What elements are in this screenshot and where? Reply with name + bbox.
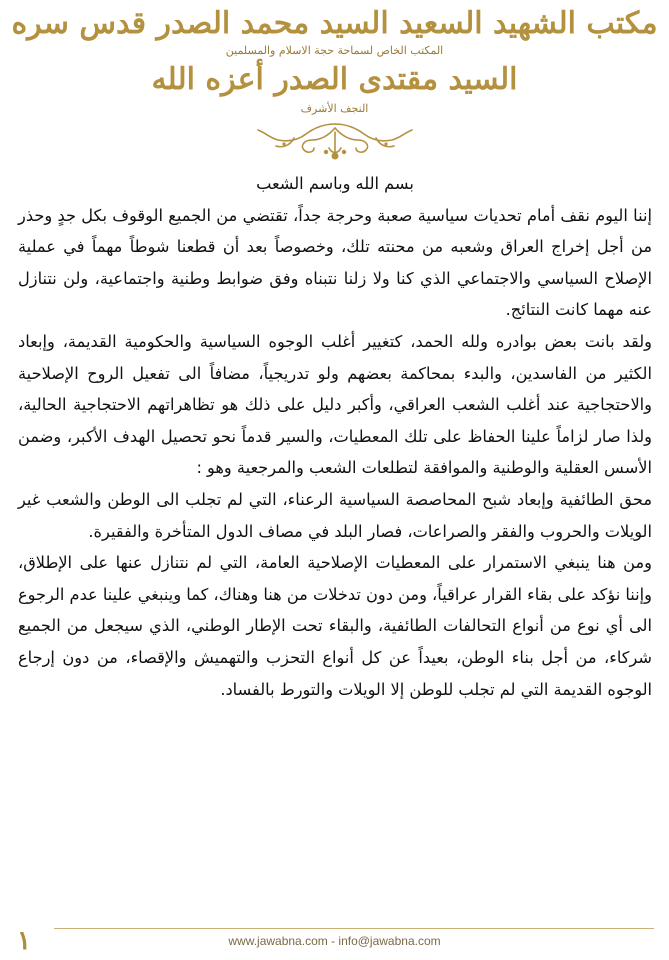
letterhead	[0, 0, 669, 160]
sender-name: السيد مقتدى الصدر أعزه الله	[151, 62, 518, 97]
paragraph: محق الطائفية وإبعاد شبح المحاصصة السياسية الرعناء، التي لم تجلب الى الوطن والشعب غير الويلات والحروب والفقر والصراعات، فصار البلد في مصاف الدول المتأخرة والفقيرة.	[18, 489, 652, 541]
letter-body	[18, 168, 652, 705]
paragraph: ومن هنا ينبغي الاستمرار على المعطيات الإصلاحية العامة، التي لم نتنازل عنها على الإطلاق، وإننا نؤكد على بقاء القرار عراقياً، ومن دون تدخلات من هنا وهناك، كما وينبغي علينا عدم الرجوع الى أي نوع من أنواع التحالفات الطائفية، والبقاء تحت الإطار الوطني، الذي سيجعل من الجميع شركاء، من أجل بناء الوطن، بعيداً عن كل أنواع التحزب والتهميش والإقصاء، من دون إرجاع الوجوه القديمة التي لم تجلب للوطن إلا الويلات والتورط بالفساد.	[18, 553, 652, 699]
office-subtitle: المكتب الخاص لسماحة حجة الاسلام والمسلمين	[225, 44, 444, 57]
paragraph: ولقد بانت بعض بوادره ولله الحمد، كتغيير أغلب الوجوه السياسية والحكومية القديمة، وإبعاد الكثير من الفاسدين، والبدء بمحاكمة بعضهم ولو تدريجياً، مضافاً الى تفعيل الروح الإصلاحية والاحتجاجية عند أغلب الشعب العراقي، وأكبر دليل على ذلك هو تظاهراتهم الاحتجاجية الحالية، ولذا صار لزاماً علينا الحفاظ على تلك المعطيات، والسير قدماً نحو تحصيل الهدف الأكبر، وضمن الأسس العقلية والوطنية والموافقة لتطلعات الشعب والمرجعية وهو :	[18, 331, 652, 478]
office-title: مكتب الشهيد السعيد السيد محمد الصدر قدس سره	[11, 6, 658, 41]
paragraph: إننا اليوم نقف أمام تحديات سياسية صعبة وحرجة جداً، تقتضي من الجميع الوقوف بكل جدٍ وحذر من أجل إخراج العراق وشعبه من محنته تلك، وخصوصاً بعد أن قطعنا شوطاً مهماً في عملية الإصلاح السياسي والاجتماعي الذي كنا ولا زلنا نتبناه وفق ضوابط وطنية واجتماعية، ولن نتنازل عنه مهما كانت النتائج.	[18, 205, 652, 320]
ornament-icon	[254, 118, 416, 162]
page-footer	[0, 928, 669, 960]
footer-contact: www.jawabna.com - info@jawabna.com	[228, 934, 441, 948]
footer-divider	[54, 928, 654, 929]
basmala: بسم الله وباسم الشعب	[256, 174, 414, 193]
page-number: ١	[17, 926, 31, 956]
location: النجف الأشرف	[300, 102, 369, 115]
